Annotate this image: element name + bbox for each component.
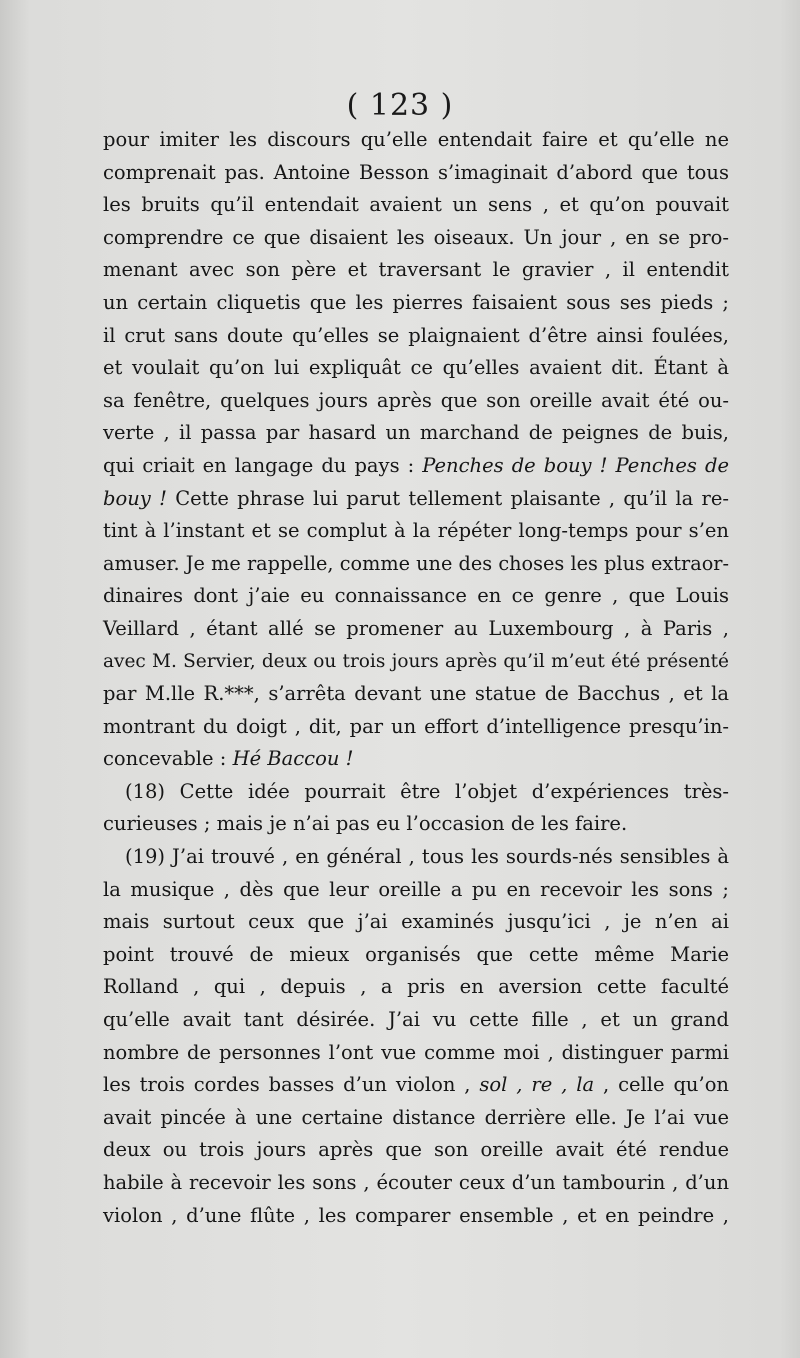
text-line <box>103 743 729 776</box>
text-line: amuser. Je me rappelle, comme une des choses les plus extraor- <box>103 551 729 575</box>
text-line: point trouvé de mieux organisés que cette même Marie <box>103 942 729 966</box>
text-span: qui criait en langage du pays : <box>103 453 423 477</box>
italic-text: Hé Baccou ! <box>232 747 354 771</box>
italic-text: bouy ! <box>103 486 167 510</box>
text-line <box>103 483 729 516</box>
text-line: (18) Cette idée pourrait être l’objet d’expériences très- <box>125 779 729 803</box>
text-span: , celle qu’on <box>594 1073 729 1097</box>
text-line: Veillard , étant allé se promener au Luxembourg , à Paris , <box>103 616 729 640</box>
text-line: menant avec son père et traversant le gravier , il entendit <box>103 258 729 282</box>
text-line: montrant du doigt , dit, par un effort d’intelligence presqu’in- <box>103 714 729 738</box>
text-span: concevable : <box>103 747 233 771</box>
page-number: ( 123 ) <box>346 88 454 123</box>
text-line: il crut sans doute qu’elles se plaignaient d’être ainsi foulées, <box>103 323 729 347</box>
text-line: mais surtout ceux que j’ai examinés jusqu’ici , je n’en ai <box>103 910 729 934</box>
text-line: qu’elle avait tant désirée. J’ai vu cette fille , et un grand <box>103 1008 729 1032</box>
text-line: et voulait qu’on lui expliquât ce qu’elles avaient dit. Étant à <box>103 356 729 380</box>
text-line: nombre de personnes l’ont vue comme moi , distinguer parmi <box>103 1040 729 1064</box>
text-line: deux ou trois jours après que son oreille avait été rendue <box>103 1138 729 1162</box>
text-line: curieuses ; mais je n’ai pas eu l’occasion de les faire. <box>103 812 628 836</box>
text-line: dinaires dont j’aie eu connaissance en ce genre , que Louis <box>103 584 729 608</box>
text-line: (19) J’ai trouvé , en général , tous les sourds-nés sensibles à <box>125 845 729 869</box>
text-line: tint à l’instant et se complut à la répéter long-temps pour s’en <box>103 519 729 543</box>
text-span: les trois cordes basses d’un violon , <box>103 1073 480 1097</box>
text-line: la musique , dès que leur oreille a pu en recevoir les sons ; <box>103 877 729 901</box>
italic-text: Penches de bouy ! Penches de <box>422 453 729 477</box>
text-line: habile à recevoir les sons , écouter ceux d’un tambourin , d’un <box>103 1171 729 1194</box>
text-line: sa fenêtre, quelques jours après que son oreille avait été ou- <box>103 388 729 412</box>
text-line <box>103 1069 729 1102</box>
italic-text: sol , re , la <box>479 1073 595 1097</box>
text-line: comprenait pas. Antoine Besson s’imaginait d’abord que tous <box>103 160 729 184</box>
text-line: par M.lle R.***, s’arrêta devant une statue de Bacchus , et la <box>103 682 729 706</box>
text-line: Rolland , qui , depuis , a pris en aversion cette faculté <box>103 975 729 999</box>
body-text <box>103 124 729 1232</box>
text-line: les bruits qu’il entendait avaient un sens , et qu’on pouvait <box>103 193 729 217</box>
text-line: avait pincée à une certaine distance derrière elle. Je l’ai vue <box>103 1105 729 1129</box>
text-span: Cette phrase lui parut tellement plaisante , qu’il la re- <box>166 486 729 510</box>
text-line: un certain cliquetis que les pierres faisaient sous ses pieds ; <box>103 290 729 314</box>
text-line: avec M. Servier, deux ou trois jours après qu’il m’eut été présenté <box>103 650 729 672</box>
text-line: comprendre ce que disaient les oiseaux. Un jour , en se pro- <box>103 225 729 249</box>
text-line <box>103 450 729 483</box>
text-line: violon , d’une flûte , les comparer ensemble , et en peindre , <box>103 1203 729 1227</box>
text-line: pour imiter les discours qu’elle entendait faire et qu’elle ne <box>103 128 729 151</box>
text-line: verte , il passa par hasard un marchand de peignes de buis, <box>103 421 729 445</box>
